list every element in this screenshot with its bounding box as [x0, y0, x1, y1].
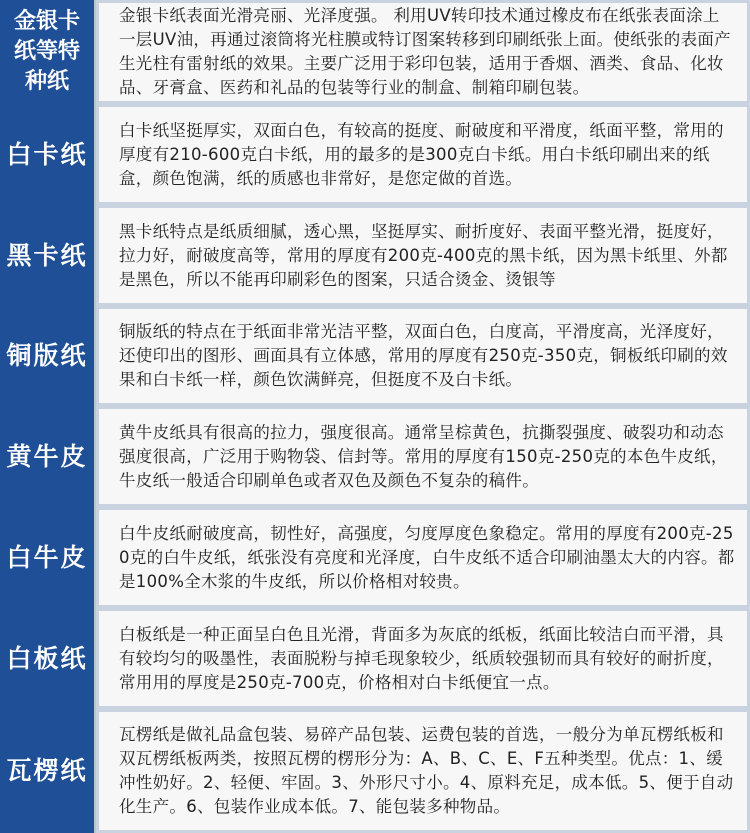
row-description-text: 白卡纸坚挺厚实，双面白色，有较高的挺度、耐破度和平滑度，纸面平整，常用的厚度有210-600克白卡纸，用的最多的是300克白卡纸。用白卡纸印刷出来的纸盒，颜色饱满，纸的质感也非常好，是您定做的首选。: [119, 120, 724, 188]
row-description: [99, 510, 747, 605]
row-description-text: 白牛皮纸耐破度高，韧性好，高强度，匀度厚度色象稳定。常用的厚度有200克-250克的白牛皮纸，纸张没有亮度和光泽度，白牛皮纸不适合印刷油墨太大的内容。都是100%全木浆的牛皮纸，所以价格相对较贵。: [119, 523, 735, 591]
row-description: [99, 712, 747, 830]
row-black-card: [0, 205, 750, 306]
row-corrugated: [0, 709, 750, 833]
row-description: [99, 409, 747, 504]
row-description-text: 瓦楞纸是做礼品盒包装、易碎产品包装、运费包装的首选，一般分为单瓦楞纸板和双瓦楞纸板两类，按照瓦楞的楞形分为：A、B、C、E、F五种类型。优点：1、缓冲性奶好。2、轻便、牢固。3、外形尺寸小。4、原料充足，成本低。5、便于自动化生产。6、包装作业成本低。7、能包装多种物品。: [119, 725, 734, 816]
row-label: 金银卡纸等特种纸: [0, 0, 96, 104]
row-coated-paper: [0, 306, 750, 406]
row-description: [99, 208, 747, 303]
row-white-board: [0, 608, 750, 709]
row-description: [99, 3, 747, 101]
row-description-text: 黑卡纸特点是纸质细腻，透心黑，坚挺厚实、耐折度好、表面平整光滑，挺度好，拉力好，耐破度高等，常用的厚度有200克-400克的黑卡纸，因为黑卡纸里、外都是黑色，所以不能再印刷彩色的图案，只适合烫金、烫银等: [119, 221, 728, 289]
row-yellow-kraft: [0, 406, 750, 507]
row-description: [99, 107, 747, 202]
row-description-text: 白板纸是一种正面呈白色且光滑，背面多为灰底的纸板，纸面比较洁白而平滑，具有较均匀的吸墨性，表面脱粉与掉毛现象较少，纸质较强韧而具有较好的耐折度，常用用的厚度是250克-700克，价格相对白卡纸便宜一点。: [119, 624, 724, 692]
row-description-text: 黄牛皮纸具有很高的拉力，强度很高。通常呈棕黄色，抗撕裂强度、破裂功和动态强度很高，广泛用于购物袋、信封等。常用的厚度有150克-250克的本色牛皮纸，牛皮纸一般适合印刷单色或者双色及颜色不复杂的稿件。: [119, 422, 728, 490]
row-description-text: 铜版纸的特点在于纸面非常光洁平整，双面白色，白度高，平滑度高，光泽度好，还使印出的图形、画面具有立体感，常用的厚度有250克-350克，铜板纸印刷的效果和白卡纸一样，颜色饮满鲜亮，但挺度不及白卡纸。: [119, 322, 728, 389]
row-gold-silver-card: [0, 0, 750, 104]
row-label: 瓦楞纸: [0, 709, 96, 833]
row-label: 白牛皮: [0, 507, 96, 608]
row-description: [99, 309, 747, 403]
row-white-card: [0, 104, 750, 205]
row-label: 铜版纸: [0, 306, 96, 406]
row-label: 白板纸: [0, 608, 96, 709]
row-description-text: 金银卡纸表面光滑亮丽、光泽度强。 利用UV转印技术通过橡皮布在纸张表面涂上一层UV油，再通过滚筒将光柱膜或特订图案转移到印刷纸张上面。使纸张的表面产生光柱有雷射纸的效果。主要广泛用于彩印包装，适用于香烟、酒类、食品、化妆品、牙膏盒、医药和礼品的包装等行业的制盒、制箱印刷包装。: [119, 6, 731, 97]
row-label: 白卡纸: [0, 104, 96, 205]
row-label: 黄牛皮: [0, 406, 96, 507]
row-description: [99, 611, 747, 706]
row-label: 黑卡纸: [0, 205, 96, 306]
row-white-kraft: [0, 507, 750, 608]
